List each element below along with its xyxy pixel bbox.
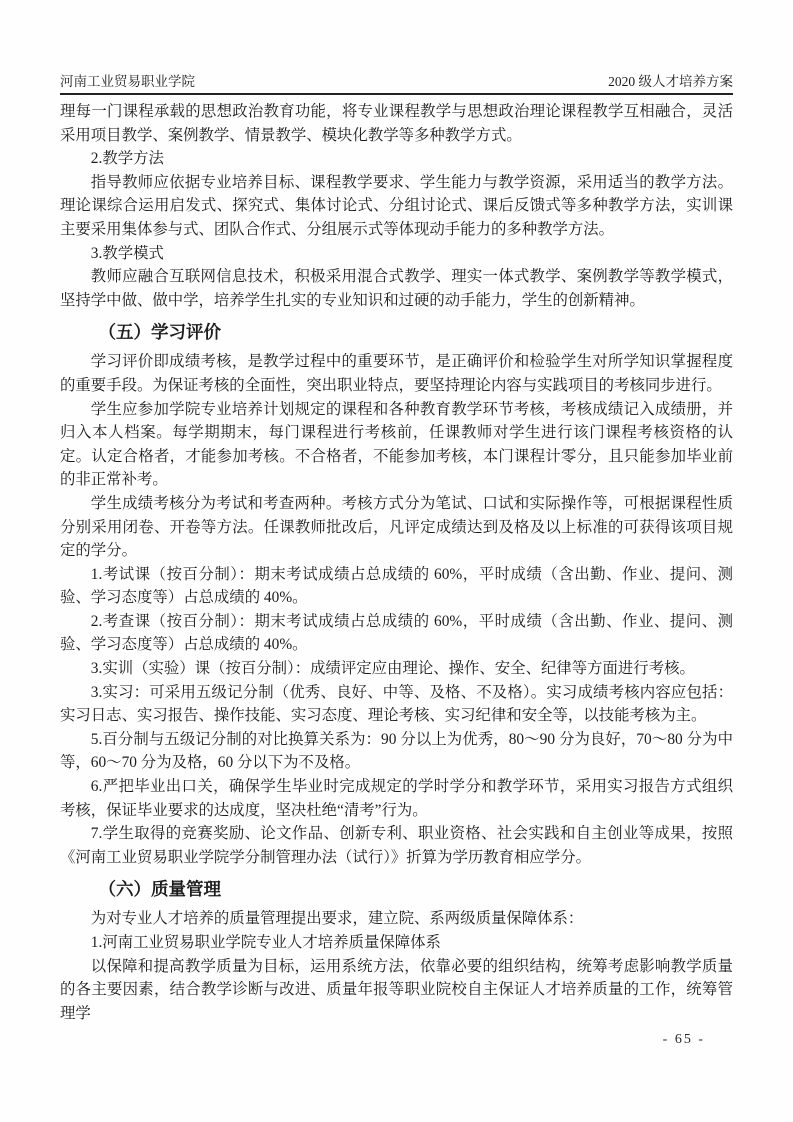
paragraph: 指导教师应依据专业培养目标、课程教学要求、学生能力与教学资源，采用适当的教学方法。理论课综合运用启发式、探究式、集体讨论式、分组讨论式、课后反馈式等多种教学方法，实训课主要采用集体参与式、团队合作式、分组展示式等体现动手能力的多种教学方法。 <box>60 173 733 238</box>
paragraph: 5.百分制与五级记分制的对比换算关系为：90 分以上为优秀，80～90 分为良好，70～80 分为中等，60～70 分为及格，60 分以下为不及格。 <box>60 730 733 772</box>
page-number: - 65 - <box>662 1032 705 1047</box>
section-heading: （五）学习评价 <box>98 322 221 343</box>
header-school-name: 河南工业贸易职业学院 <box>60 74 195 89</box>
paragraph: 3.实训（实验）课（按百分制）：成绩评定应由理论、操作、安全、纪律等方面进行考核。 <box>90 660 695 678</box>
header-document-title: 2020 级人才培养方案 <box>608 74 733 89</box>
paragraph: 3.教学模式 <box>90 244 164 262</box>
paragraph: 6.严把毕业出口关，确保学生毕业时完成规定的学时学分和教学环节，采用实习报告方式组织考核，保证毕业要求的达成度，坚决杜绝“清考”行为。 <box>60 778 733 819</box>
paragraph: 1.考试课（按百分制）：期末考试成绩占总成绩的 60%，平时成绩（含出勤、作业、提问、测验、学习态度等）占总成绩的 40%。 <box>60 565 733 607</box>
paragraph: 学生应参加学院专业培养计划规定的课程和各种教育教学环节考核，考核成绩记入成绩册，并归入本人档案。每学期期末，每门课程进行考核前，任课教师对学生进行该门课程考核资格的认定。认定合格者，才能参加考核。不合格者，不能参加考核，本门课程计零分，且只能参加毕业前的非正常补考。 <box>60 400 733 489</box>
paragraph: 教师应融合互联网信息技术，积极采用混合式教学、理实一体式教学、案例教学等教学模式，坚持学中做、做中学，培养学生扎实的专业知识和过硬的动手能力，学生的创新精神。 <box>60 268 733 309</box>
paragraph: 学习评价即成绩考核，是教学过程中的重要环节，是正确评价和检验学生对所学知识掌握程度的重要手段。为保证考核的全面性，突出职业特点，要坚持理论内容与实践项目的考核同步进行。 <box>60 353 733 394</box>
paragraph: 3.实习：可采用五级记分制（优秀、良好、中等、及格、不及格）。实习成绩考核内容应包括：实习日志、实习报告、操作技能、实习态度、理论考核、实习纪律和安全等，以技能考核为主。 <box>60 683 733 725</box>
paragraph: 1.河南工业贸易职业学院专业人才培养质量保障体系 <box>90 934 441 951</box>
paragraph: 2.教学方法 <box>90 150 164 168</box>
paragraph: 学生成绩考核分为考试和考查两种。考核方式分为笔试、口试和实际操作等，可根据课程性质分别采用闭卷、开卷等方法。任课教师批改后，凡评定成绩达到及格及以上标准的可获得该项目规定的学分。 <box>60 494 733 560</box>
paragraph: 理每一门课程承载的思想政治教育功能，将专业课程教学与思想政治理论课程教学互相融合，灵活采用项目教学、案例教学、情景教学、模块化教学等多种教学方式。 <box>60 103 733 144</box>
document-body <box>60 100 733 1025</box>
paragraph: 以保障和提高教学质量为目标，运用系统方法，依靠必要的组织结构，统筹考虑影响教学质量的各主要因素，结合教学诊断与改进、质量年报等职业院校自主保证人才培养质量的工作，统筹管理学 <box>60 957 733 1022</box>
page-footer <box>663 1031 705 1049</box>
paragraph: 7.学生取得的竞赛奖励、论文作品、创新专利、职业资格、社会实践和自主创业等成果，按照《河南工业贸易职业学院学分制管理办法（试行）》折算为学历教育相应学分。 <box>60 825 733 866</box>
section-heading: （六）质量管理 <box>98 879 221 900</box>
paragraph: 2.考查课（按百分制）：期末考试成绩占总成绩的 60%，平时成绩（含出勤、作业、提问、测验、学习态度等）占总成绩的 40%。 <box>60 612 733 654</box>
page-header <box>60 74 733 95</box>
paragraph: 为对专业人才培养的质量管理提出要求，建立院、系两级质量保障体系： <box>90 910 584 928</box>
